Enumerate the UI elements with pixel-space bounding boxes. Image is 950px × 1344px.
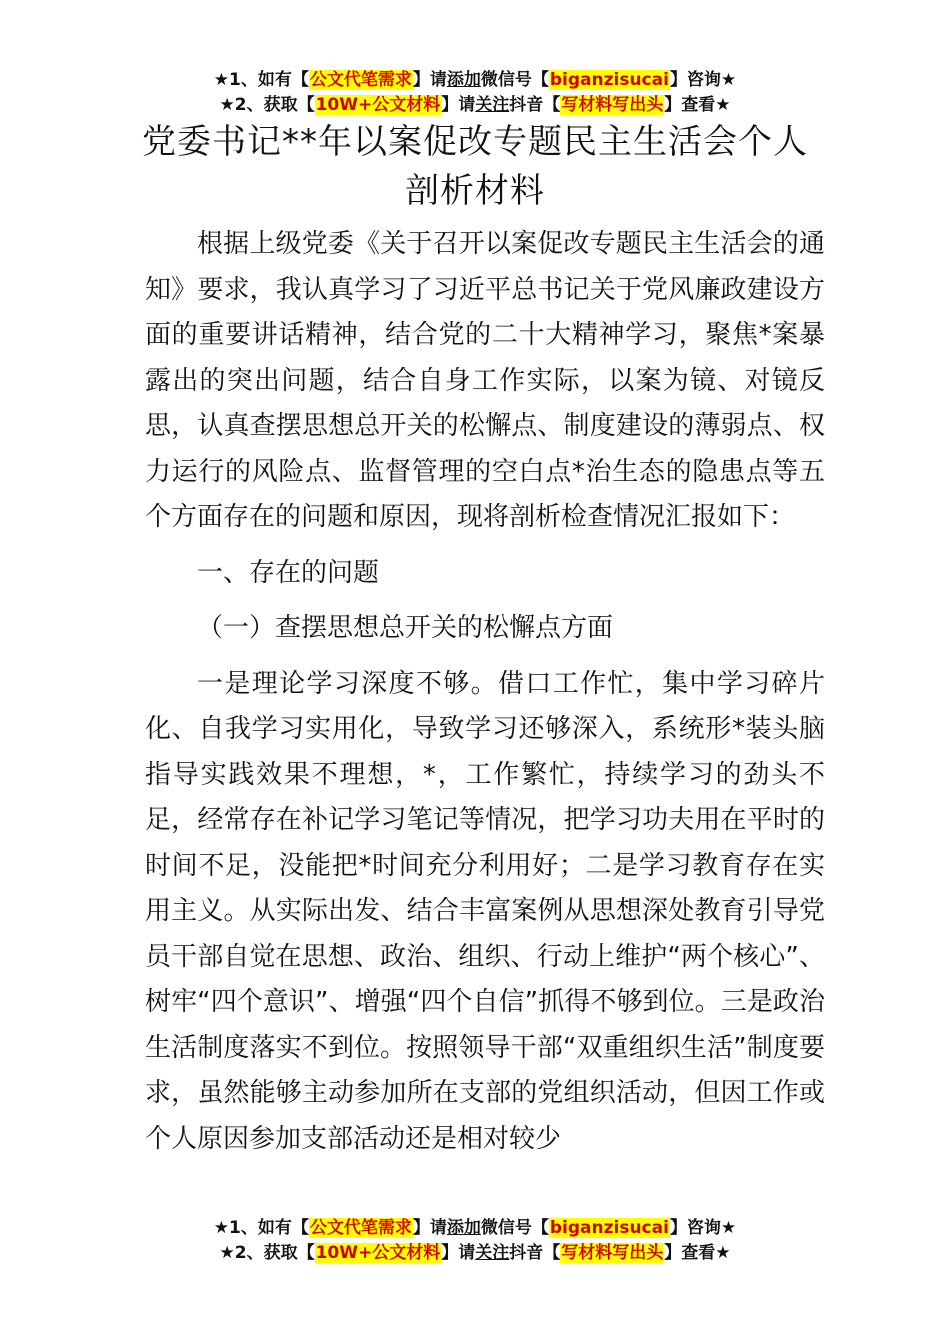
title-line-2: 剖析材料 — [405, 171, 545, 211]
section-heading: 一、存在的问题 — [197, 557, 380, 588]
banner-line-2: ★2、获取【10W+公文材料】请关注抖音【写材料写出头】查看★ — [219, 1243, 731, 1263]
body-paragraph: 一是理论学习深度不够。借口工作忙，集中学习碎片化、自我学习实用化，导致学习还够深入，系统形*装头脑指导实践效果不理想，*，工作繁忙，持续学习的劲头不足，经常存在补记学习笔记等情况，把学习功夫用在平时的时间不足，没能把*时间充分利用好；二是学习教育存在实用主义。从实际出发、结合丰富案例从思想深处教育引导党员干部自觉在思想、政治、组织、行动上维护“两个核心”、树牢“四个意识”、增强“四个自信”抓得不够到位。三是政治生活制度落实不到位。按照领导干部“双重组织生活”制度要求，虽然能够主动参加所在支部的党组织活动，但因工作或个人原因参加支部活动还是相对较少 — [145, 668, 825, 1154]
document-title — [0, 118, 950, 216]
highlight-text: 公文代笔需求 — [309, 1218, 412, 1238]
highlight-text: 10W+公文材料 — [315, 95, 441, 115]
promo-banner-bottom — [0, 1216, 950, 1266]
title-line-1: 党委书记**年以案促改专题民主生活会个人 — [142, 122, 808, 162]
banner-line-1: ★1、如有【公文代笔需求】请添加微信号【biganzisucai】咨询★ — [213, 1218, 737, 1238]
highlight-text: 写材料写出头 — [561, 95, 664, 115]
highlight-text: 公文代笔需求 — [309, 70, 412, 90]
banner-line-2: ★2、获取【10W+公文材料】请关注抖音【写材料写出头】查看★ — [219, 95, 731, 115]
highlight-text: biganzisucai — [549, 70, 669, 90]
highlight-text: biganzisucai — [549, 1218, 669, 1238]
banner-line-1: ★1、如有【公文代笔需求】请添加微信号【biganzisucai】咨询★ — [213, 70, 737, 90]
highlight-text: 写材料写出头 — [561, 1243, 664, 1263]
subsection-heading: （一）查摆思想总开关的松懈点方面 — [197, 613, 614, 643]
intro-paragraph: 根据上级党委《关于召开以案促改专题民主生活会的通知》要求，我认真学习了习近平总书记关于党风廉政建设方面的重要讲话精神，结合党的二十大精神学习，聚焦*案暴露出的突出问题，结合自身工作实际，以案为镜、对镜反思，认真查摆思想总开关的松懈点、制度建设的薄弱点、权力运行的风险点、监督管理的空白点*治生态的隐患点等五个方面存在的问题和原因，现将剖析检查情况汇报如下： — [145, 229, 825, 532]
document-body — [145, 222, 825, 1162]
promo-banner-top — [0, 68, 950, 118]
highlight-text: 10W+公文材料 — [315, 1243, 441, 1263]
